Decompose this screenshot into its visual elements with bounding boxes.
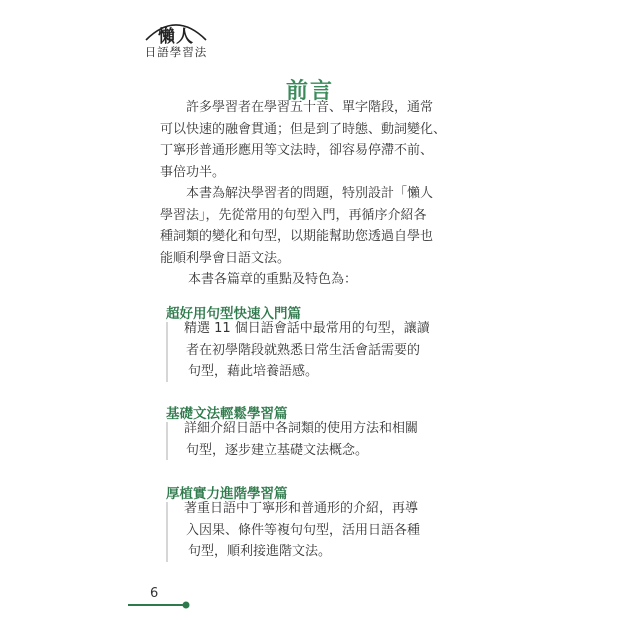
logo-subtitle: 日語學習法 [144,45,208,59]
text-line: 學習法」，先從常用的句型入門，再循序介紹各 [160,207,427,223]
text-line: 種詞類的變化和句型，以期能幫助您透過自學也 [160,229,434,244]
text-line: 者在初學階段就熟悉日常生活會話需要的 [186,342,421,358]
logo-title: 懶人 [158,27,194,47]
text-line: 句型，順利接進階文法。 [188,544,332,559]
book-logo [140,14,212,58]
section-body [184,418,474,461]
text-line: 句型，逐步建立基礎文法概念。 [186,442,369,458]
intro-paragraph-2 [160,183,460,269]
text-line: 可以快速的融會貫通；但是到了時態、動詞變化、 [160,121,447,137]
text-line: 事倍功半。 [160,164,226,180]
intro-paragraph-1 [160,97,460,183]
section-heading: 厚植實力進階學習篇 [166,486,288,502]
text-line: 能順利學會日語文法。 [160,250,291,266]
text-line: 句型，藉此培養語感。 [188,364,319,379]
text-line: 入因果、條件等複句句型，活用日語各種 [186,522,421,538]
page-title: 前言 [285,79,334,104]
section-heading: 基礎文法輕鬆學習篇 [166,406,288,422]
text-line: 著重日語中丁寧形和普通形的介紹，再導 [184,501,419,516]
text-line: 詳細介紹日語中各詞類的使用方法和相關 [184,421,419,436]
text-line: 精選 11 個日語會話中最常用的句型，讓讀 [184,321,430,336]
text-line: 許多學習者在學習五十音、單字階段，通常 [186,100,434,115]
section-heading: 超好用句型快速入門篇 [166,306,301,322]
text-line: 丁寧形普通形應用等文法時，卻容易停滯不前、 [160,143,434,158]
section-body [184,318,474,383]
section-body [184,498,474,563]
footer-rule-icon [128,598,192,612]
text-line: 本書各篇章的重點及特色為： [188,272,358,287]
text-line: 本書為解決學習者的問題，特別設計「懶人 [186,186,434,201]
page-number: 6 [150,586,159,601]
intro-paragraph-3 [160,269,460,291]
